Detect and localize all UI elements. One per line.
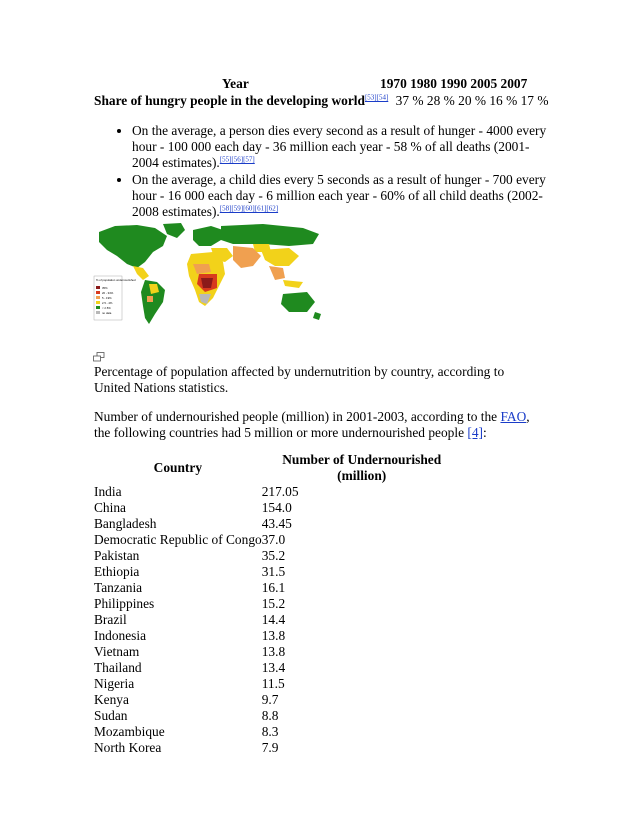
table-row: [94, 644, 462, 660]
legend-item: 20 - 34%: [102, 290, 114, 295]
country-cell: North Korea: [94, 740, 162, 755]
country-cell: Kenya: [94, 692, 129, 707]
legend-item: no data: [102, 310, 112, 315]
stats-year-row: [94, 76, 554, 92]
enlarge-icon[interactable]: [93, 352, 105, 362]
reference-link[interactable]: [4]: [467, 425, 483, 440]
table-row: [94, 660, 462, 676]
bullet-refs[interactable]: [55][56][57]: [219, 155, 255, 164]
list-item: [132, 172, 547, 220]
bullet-refs[interactable]: [58][59][60][61][62]: [219, 204, 279, 213]
value-cell: 14.4: [261, 612, 286, 627]
hunger-facts-list: [112, 123, 547, 221]
year-label: Year: [222, 76, 249, 91]
country-cell: Philippines: [94, 596, 155, 611]
bullet-text: On the average, a person dies every second as a result of hunger - 4000 every hour - 100 000 each day - 36 million each year - 58 % of all deaths (2001-2004 estimates).: [132, 123, 547, 170]
table-row: [94, 596, 462, 612]
country-cell: Tanzania: [94, 580, 143, 595]
table-row: [94, 708, 462, 724]
share-label: Share of hungry people in the developing world: [94, 93, 365, 108]
table-row: [94, 484, 462, 500]
table-row: [94, 516, 462, 532]
country-cell: Democratic Republic of Congo: [94, 532, 262, 547]
table-row: [94, 724, 462, 740]
table-row: [94, 612, 462, 628]
share-values: 37 % 28 % 20 % 16 % 17 %: [395, 93, 549, 108]
table-row: [94, 532, 462, 548]
value-cell: 9.7: [261, 692, 279, 707]
country-cell: Pakistan: [94, 548, 140, 563]
country-cell: Sudan: [94, 708, 128, 723]
share-refs[interactable]: [53][54]: [364, 93, 389, 102]
country-cell: Vietnam: [94, 644, 140, 659]
bullet-text: On the average, a child dies every 5 seconds as a result of hunger - 700 every hour - 16 000 each day - 6 million each year - 60% of all child deaths (2002-2008 estimates).: [132, 172, 546, 219]
intro-text-2: , the following countries had 5 million or more undernourished people: [94, 409, 530, 440]
country-cell: Indonesia: [94, 628, 147, 643]
country-cell: Mozambique: [94, 724, 165, 739]
value-cell: 16.1: [261, 580, 286, 595]
intro-end: :: [483, 425, 487, 440]
legend-item: 35%: [102, 285, 108, 290]
table-row: [94, 548, 462, 564]
legend-item: < 2.5%: [102, 305, 111, 310]
table-row: [94, 500, 462, 516]
value-cell: 8.8: [261, 708, 279, 723]
table-row: [94, 580, 462, 596]
column-header-number: Number of Undernourished (million): [282, 452, 442, 483]
value-cell: 15.2: [261, 596, 286, 611]
map-caption: Percentage of population affected by undernutrition by country, according to United Nations statistics.: [94, 364, 505, 395]
legend-item: 5 - 19%: [102, 295, 112, 300]
value-cell: 11.5: [261, 676, 285, 691]
years-values: 1970 1980 1990 2005 2007: [380, 76, 528, 91]
country-cell: Thailand: [94, 660, 142, 675]
intro-text: Number of undernourished people (million) in 2001-2003, according to the: [94, 409, 501, 424]
table-body: [94, 484, 462, 756]
country-cell: Ethiopia: [94, 564, 140, 579]
undernourishment-world-map: [93, 222, 328, 332]
value-cell: 31.5: [261, 564, 286, 579]
table-intro: [94, 409, 534, 441]
country-cell: Brazil: [94, 612, 127, 627]
table-row: [94, 676, 462, 692]
value-cell: 13.4: [261, 660, 286, 675]
value-cell: 7.9: [261, 740, 279, 755]
table-row: [94, 628, 462, 644]
table-row: [94, 692, 462, 708]
table-row: [94, 740, 462, 756]
legend-item: 2.5 - 4%: [102, 300, 113, 305]
table-row: [94, 564, 462, 580]
value-cell: 13.8: [261, 644, 286, 659]
country-cell: India: [94, 484, 122, 499]
country-cell: Bangladesh: [94, 516, 157, 531]
map-legend-title: % of population undernourished: [96, 278, 136, 282]
value-cell: 43.45: [261, 516, 292, 531]
country-cell: Nigeria: [94, 676, 135, 691]
value-cell: 35.2: [261, 548, 286, 563]
country-cell: China: [94, 500, 126, 515]
list-item: [132, 123, 547, 171]
column-header-country: Country: [153, 460, 203, 475]
fao-link[interactable]: FAO: [500, 409, 527, 424]
value-cell: 13.8: [261, 628, 286, 643]
value-cell: 154.0: [261, 500, 292, 515]
undernourished-table: [94, 452, 462, 756]
value-cell: 37.0: [261, 532, 286, 547]
value-cell: 217.05: [261, 484, 299, 499]
table-header-row: [94, 452, 462, 484]
stats-share-row: [94, 93, 554, 109]
value-cell: 8.3: [261, 724, 279, 739]
